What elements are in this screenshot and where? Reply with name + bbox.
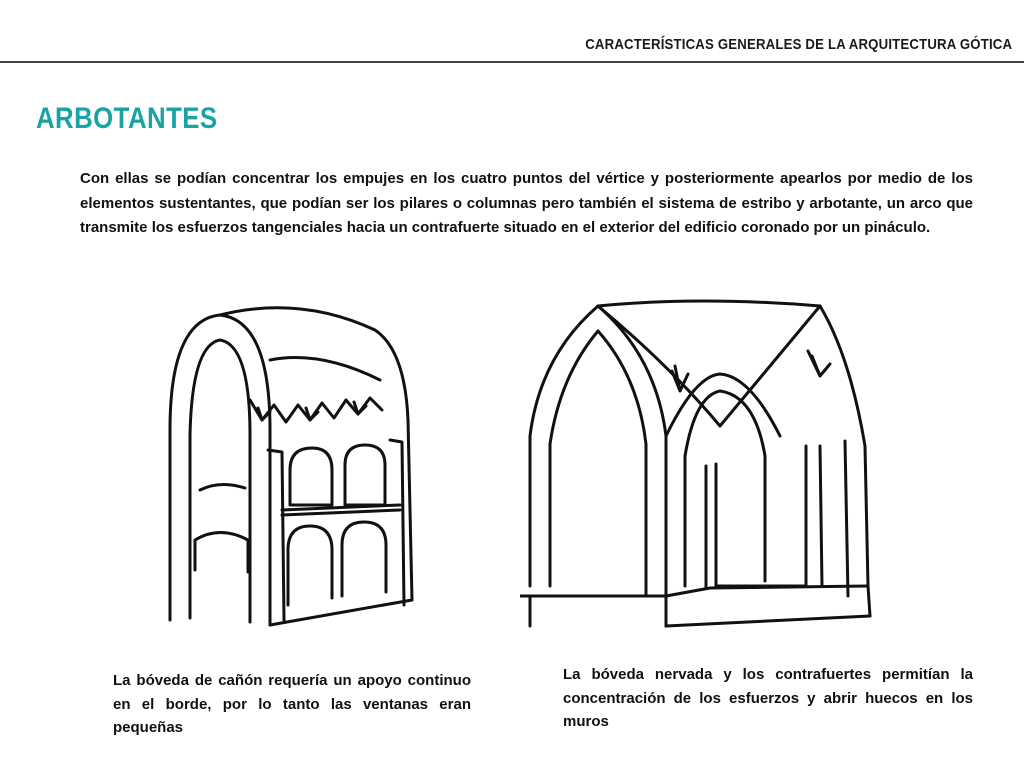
ribbed-vault-caption: La bóveda nervada y los contrafuertes permitían la concentración de los esfuerzos y abrir huecos en los muros bbox=[563, 666, 973, 730]
header-divider bbox=[0, 61, 1024, 63]
header-title: CARACTERÍSTICAS GENERALES DE LA ARQUITECTURA GÓTICA bbox=[585, 36, 1012, 53]
barrel-vault-illustration bbox=[150, 300, 430, 640]
barrel-vault-caption: La bóveda de cañón requería un apoyo continuo en el borde, por lo tanto las ventanas eran pequeñas bbox=[113, 672, 471, 736]
ribbed-vault-illustration bbox=[520, 296, 890, 641]
intro-paragraph: Con ellas se podían concentrar los empujes en los cuatro puntos del vértice y posteriormente apearlos por medio de los elementos sustentantes, que podían ser los pilares o columnas pero también el sistema de estribo y arbotante, un arco que transmite los esfuerzos tangenciales hacia un contrafuerte situado en el exterior del edificio coronado por un pináculo. bbox=[80, 170, 973, 236]
section-title: ARBOTANTES bbox=[36, 102, 218, 135]
